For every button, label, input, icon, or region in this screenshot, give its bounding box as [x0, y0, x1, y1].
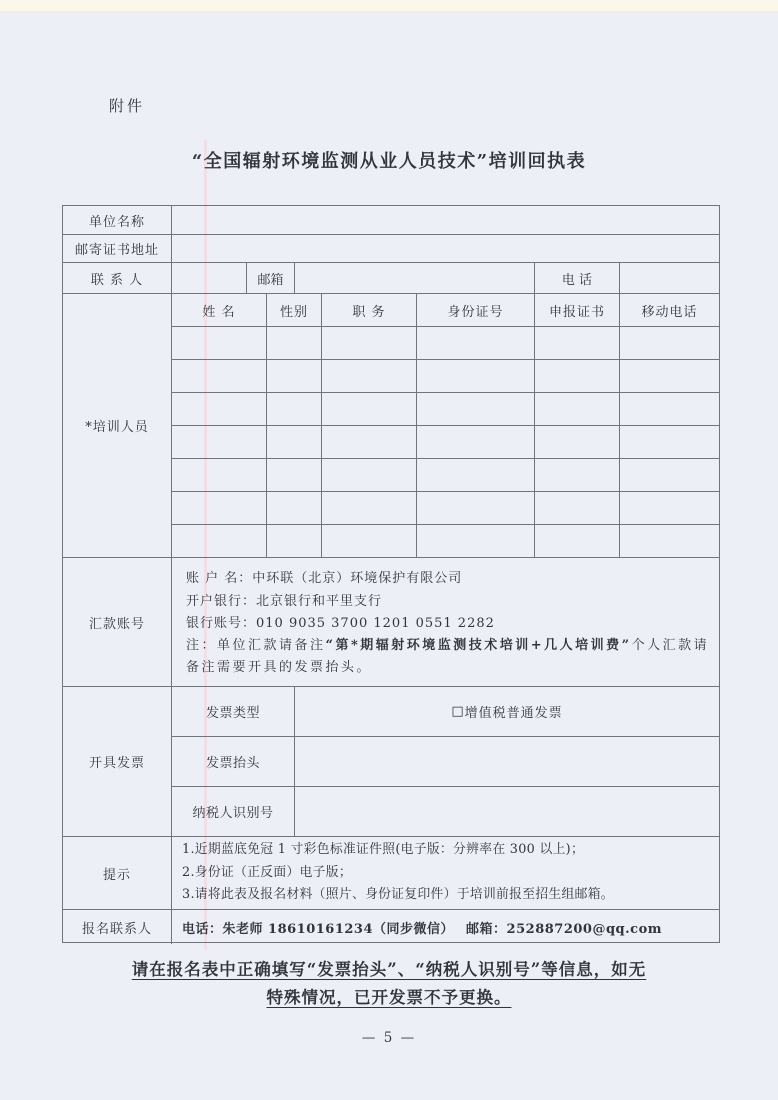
- trainee-cell: [171, 492, 266, 524]
- registration-contact-label: 报名联系人: [81, 921, 152, 937]
- tips-item-2: 2.身份证（正反面）电子版；: [182, 864, 352, 880]
- footer-note: [60, 956, 718, 1013]
- mailing-address-value-cell: [171, 235, 719, 262]
- invoice-type-value: 增值税普通发票: [464, 706, 563, 721]
- trainee-cell: [266, 459, 321, 491]
- trainee-row: [171, 359, 719, 392]
- trainees-col-gender: 性别: [266, 294, 321, 326]
- mailing-address-label: 邮寄证书地址: [74, 243, 159, 258]
- trainee-cell: [619, 327, 719, 359]
- unit-name-value-cell: [171, 206, 719, 234]
- mailing-address-row: [63, 234, 719, 262]
- trainee-cell: [171, 459, 266, 491]
- trainee-cell: [619, 492, 719, 524]
- invoice-type-value-cell: [294, 687, 719, 736]
- remittance-content: [171, 558, 719, 686]
- trainee-row: [171, 524, 719, 557]
- tips-content: [171, 837, 719, 909]
- trainee-cell: [321, 459, 416, 491]
- trainee-cell: [266, 327, 321, 359]
- trainee-row: [171, 458, 719, 491]
- remittance-note-prefix: 注：单位汇款请备注: [186, 638, 326, 654]
- trainee-cell: [416, 360, 534, 392]
- page-number: — 5 —: [361, 1030, 417, 1046]
- trainee-row: [171, 491, 719, 524]
- trainee-cell: [534, 426, 619, 458]
- trainee-cell: [416, 459, 534, 491]
- footer-note-line1: 请在报名表中正确填写“发票抬头”、“纳税人识别号”等信息，如无: [131, 960, 647, 979]
- contact-value-cell: [171, 263, 246, 293]
- invoice-taxid-row: [171, 786, 719, 836]
- attachment-label: 附件: [109, 97, 146, 115]
- checkbox-icon: □: [451, 704, 465, 719]
- email-label: 邮箱: [246, 263, 294, 293]
- trainee-cell: [534, 459, 619, 491]
- tips-item-1: 1.近期蓝底免冠 1 寸彩色标准证件照(电子版：分辨率在 300 以上)；: [182, 841, 585, 857]
- scan-top-strip: [0, 0, 778, 11]
- remittance-label: 汇款账号: [88, 616, 145, 632]
- trainee-cell: [619, 459, 719, 491]
- tips-label: 提示: [102, 867, 131, 883]
- trainees-col-mobile: 移动电话: [619, 294, 719, 326]
- trainee-cell: [619, 426, 719, 458]
- trainee-cell: [321, 492, 416, 524]
- trainee-cell: [416, 327, 534, 359]
- trainee-cell: [171, 360, 266, 392]
- trainee-row: [171, 425, 719, 458]
- trainee-cell: [416, 426, 534, 458]
- contact-label: 联 系 人: [90, 272, 144, 288]
- trainee-cell: [266, 525, 321, 557]
- remittance-note: [186, 635, 711, 678]
- invoice-section: [63, 686, 719, 836]
- invoice-type-row: [171, 687, 719, 736]
- trainee-cell: [534, 492, 619, 524]
- trainee-cell: [321, 426, 416, 458]
- trainees-section: [63, 293, 719, 557]
- trainees-col-position: 职 务: [321, 294, 416, 326]
- trainee-cell: [321, 525, 416, 557]
- trainee-cell: [534, 360, 619, 392]
- remittance-row: [63, 557, 719, 686]
- trainee-cell: [171, 426, 266, 458]
- trainees-col-id: 身份证号: [416, 294, 534, 326]
- trainee-cell: [534, 327, 619, 359]
- registration-contact-row: [63, 909, 719, 944]
- trainee-cell: [321, 393, 416, 425]
- invoice-taxid-label: 纳税人识别号: [171, 787, 294, 836]
- trainee-cell: [416, 492, 534, 524]
- page-title: “全国辐射环境监测从业人员技术”培训回执表: [191, 151, 587, 172]
- trainee-cell: [171, 327, 266, 359]
- trainees-header-row: [171, 294, 719, 326]
- invoice-type-label: 发票类型: [171, 687, 294, 736]
- trainee-row: [171, 392, 719, 425]
- trainees-col-cert: 申报证书: [534, 294, 619, 326]
- trainees-col-name: 姓 名: [171, 294, 266, 326]
- phone-value-cell: [619, 263, 719, 293]
- invoice-title-row: [171, 736, 719, 786]
- trainee-cell: [266, 426, 321, 458]
- footer-note-line2: 特殊情况，已开发票不予更换。: [266, 988, 512, 1008]
- trainee-row: [171, 326, 719, 359]
- trainee-cell: [266, 393, 321, 425]
- registration-contact-value: 电话：朱老师 18610161234（同步微信） 邮箱：252887200@qq.com: [171, 910, 719, 944]
- registration-form-table: [62, 205, 720, 943]
- trainee-cell: [619, 525, 719, 557]
- trainee-cell: [321, 327, 416, 359]
- invoice-title-label: 发票抬头: [171, 737, 294, 786]
- trainee-cell: [619, 360, 719, 392]
- trainees-label: *培训人员: [85, 420, 149, 435]
- trainee-cell: [266, 360, 321, 392]
- trainee-cell: [321, 360, 416, 392]
- remittance-note-suffix: 个人汇款请备注需要开具的发票抬头。: [186, 638, 710, 675]
- trainee-cell: [416, 525, 534, 557]
- trainee-cell: [266, 492, 321, 524]
- trainee-cell: [534, 393, 619, 425]
- tips-row: [63, 836, 719, 909]
- trainee-cell: [171, 393, 266, 425]
- invoice-taxid-value-cell: [294, 787, 719, 836]
- remittance-account-name: 账 户 名：中环联（北京）环境保护有限公司: [186, 571, 463, 586]
- trainee-empty-rows: [171, 326, 719, 557]
- unit-name-row: [63, 206, 719, 234]
- trainee-cell: [416, 393, 534, 425]
- invoice-label: 开具发票: [88, 756, 145, 771]
- trainee-cell: [534, 525, 619, 557]
- email-value-cell: [294, 263, 534, 293]
- remittance-note-bold: “第*期辐射环境监测技术培训+几人培训费”: [325, 638, 632, 654]
- remittance-account-number: 银行账号：010 9035 3700 1201 0551 2282: [186, 616, 495, 632]
- invoice-title-value-cell: [294, 737, 719, 786]
- tips-item-3: 3.请将此表及报名材料（照片、身份证复印件）于培训前报至招生组邮箱。: [182, 887, 614, 903]
- contact-row: [63, 262, 719, 293]
- remittance-bank: 开户银行：北京银行和平里支行: [186, 593, 383, 609]
- phone-label: 电 话: [534, 263, 619, 293]
- trainee-cell: [171, 525, 266, 557]
- trainee-cell: [619, 393, 719, 425]
- unit-name-label: 单位名称: [88, 214, 145, 230]
